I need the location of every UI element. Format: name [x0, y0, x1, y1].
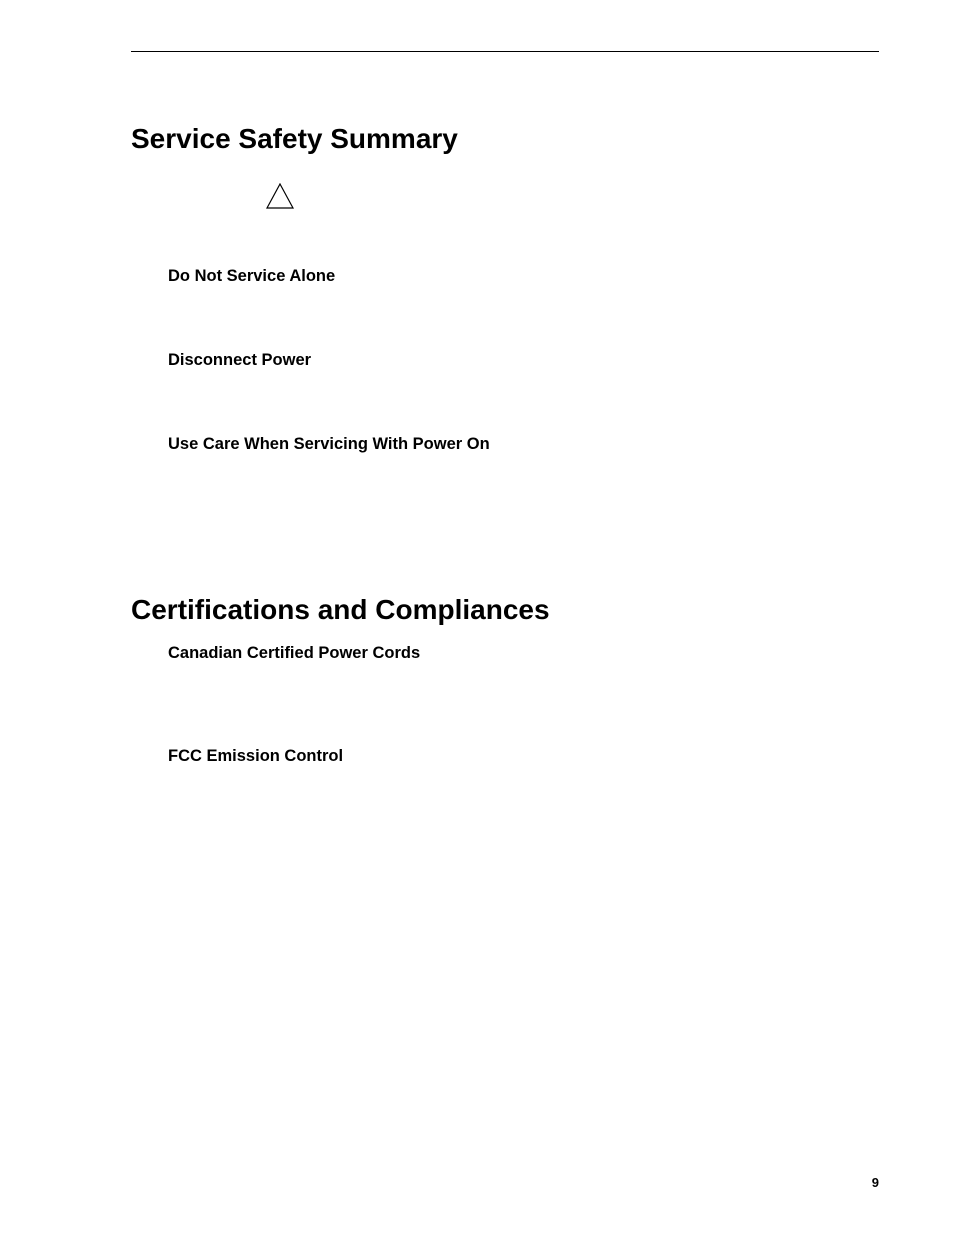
subheading-disconnect-power: Disconnect Power: [168, 351, 312, 369]
page-number: 9: [871, 1175, 879, 1190]
subheading-canadian-power-cords: Canadian Certified Power Cords: [168, 644, 421, 662]
service-safety-summary-heading: Service Safety Summary: [131, 123, 458, 154]
subheading-fcc-emission-control: FCC Emission Control: [168, 747, 344, 765]
warning-triangle-icon: [266, 183, 294, 209]
header-rule: [131, 51, 879, 52]
subheading-use-care-power-on: Use Care When Servicing With Power On: [168, 435, 490, 453]
subheading-do-not-service-alone: Do Not Service Alone: [168, 267, 336, 285]
certifications-compliances-heading: Certifications and Compliances: [131, 594, 550, 625]
